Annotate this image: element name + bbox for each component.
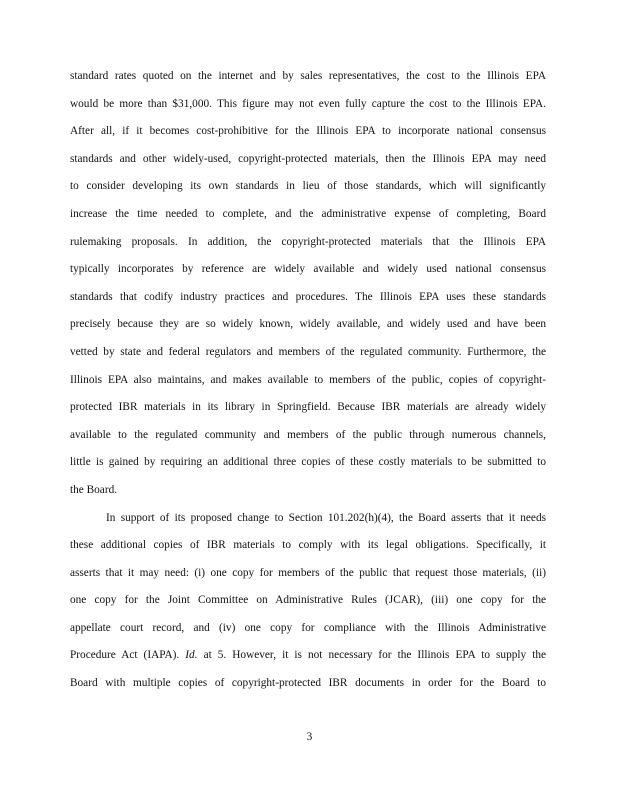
text-line: precisely because they are so widely known, widely available, and widely used and have been: [70, 318, 546, 331]
text-line: Board with multiple copies of copyright-protected IBR documents in order for the Board to: [70, 677, 546, 690]
text-line: the Board.: [70, 483, 118, 496]
text-line: one copy for the Joint Committee on Administrative Rules (JCAR), (iii) one copy for the: [70, 594, 546, 607]
text-segment: Procedure Act (IAPA).: [70, 649, 180, 662]
text-line: After all, if it becomes cost-prohibitive for the Illinois EPA to incorporate national consensus: [70, 125, 546, 138]
text-line: Illinois EPA also maintains, and makes available to members of the public, copies of copyright-: [70, 373, 546, 386]
text-line: standard rates quoted on the internet and by sales representatives, the cost to the Illinois EPA: [70, 70, 546, 82]
text-line: In support of its proposed change to Section 101.202(h)(4), the Board asserts that it needs: [106, 511, 546, 524]
text-line: appellate court record, and (iv) one copy for compliance with the Illinois Administrative: [70, 621, 546, 634]
text-segment: at 5. However, it is not necessary for the Illinois EPA to supply the: [197, 649, 546, 662]
text-line: to consider developing its own standards in lieu of those standards, which will significantly: [70, 180, 546, 193]
paragraph-2: [70, 505, 546, 698]
text-line: these additional copies of IBR materials to comply with its legal obligations. Specifically, it: [70, 539, 546, 552]
page-number: 3: [306, 731, 313, 743]
text-line: rulemaking proposals. In addition, the copyright-protected materials that the Illinois EPA: [70, 235, 546, 248]
citation-id: Id.: [185, 649, 198, 662]
text-line: little is gained by requiring an additional three copies of these costly materials to be submitted to: [70, 456, 546, 469]
body-text: [70, 63, 546, 698]
text-line: vetted by state and federal regulators and members of the regulated community. Furthermore, the: [70, 345, 546, 358]
text-line: asserts that it may need: (i) one copy for members of the public that request those materials, (ii): [70, 566, 546, 579]
text-line: standards and other widely-used, copyright-protected materials, then the Illinois EPA may need: [70, 152, 546, 165]
text-line-with-citation: [70, 642, 546, 670]
text-line: protected IBR materials in its library in Springfield. Because IBR materials are already widely: [70, 401, 546, 414]
text-line: increase the time needed to complete, and the administrative expense of completing, Board: [70, 207, 546, 220]
text-line: standards that codify industry practices and procedures. The Illinois EPA uses these standards: [70, 290, 546, 303]
paragraph-1: [70, 63, 546, 505]
text-line: would be more than $31,000. This figure may not even fully capture the cost to the Illinois EPA.: [70, 97, 546, 110]
text-line: available to the regulated community and members of the public through numerous channels,: [70, 428, 546, 441]
text-line: typically incorporates by reference are widely available and widely used national consensus: [70, 263, 546, 276]
